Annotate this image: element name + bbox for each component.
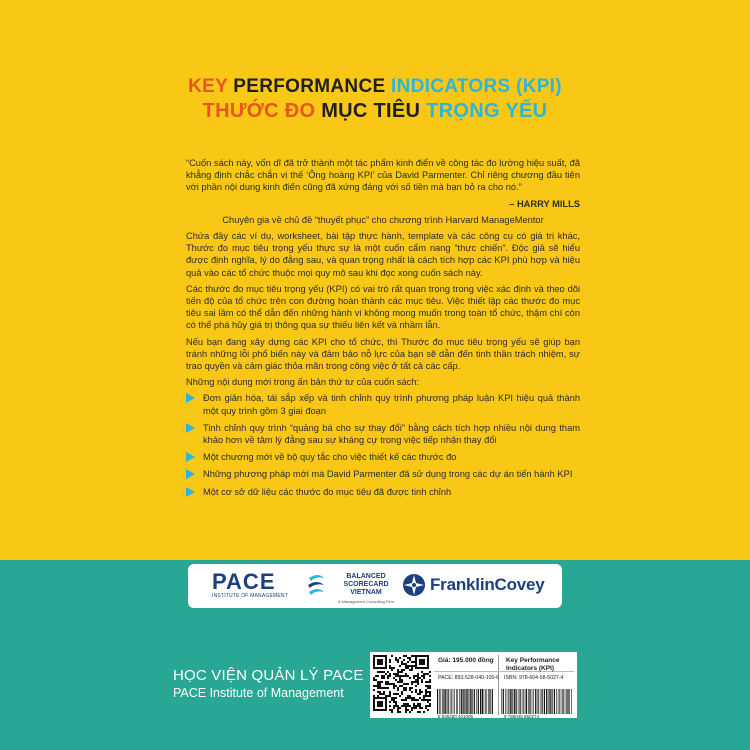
barcode-digits: 8 935280 401006 xyxy=(438,714,474,719)
bsv-logo-sub: A Management Consulting Firm xyxy=(337,599,395,604)
list-item xyxy=(186,392,580,416)
list-item-text: Tinh chỉnh quy trình “quảng bá cho sự thay đổi” bằng cách tích hợp nhiều nội dung tham khảo hơn về tâm lý đằng sau sự kháng cự trong việc tiếp nhận thay đổi xyxy=(203,422,580,446)
price-text: Giá: 195.000 đồng xyxy=(438,657,494,664)
paragraph: Chứa đầy các ví dụ, worksheet, bài tập thực hành, template và các công cụ có giá trị khác, Thước đo mục tiêu trọng yếu thực sự là một cuốn cẩm nang “thực chiến”. Độc giả sẽ hiểu được định nghĩa, lý do đằng sau, và quan trọng nhất là cách tích hợp các KPI phù hợp và hiệu quả vào các tổ chức thuộc mọi quy mô sau khi đọc xong cuốn sách này. xyxy=(186,231,580,278)
title-line-1-segment: INDICATORS (KPI) xyxy=(391,76,562,97)
title-line-2-segment: MỤC TIÊU xyxy=(321,100,427,122)
paragraph: Những nội dung mới trong ấn bản thứ tư của cuốn sách: xyxy=(186,377,420,388)
paragraph: Nếu bạn đang xây dựng các KPI cho tổ chức, thì Thước đo mục tiêu trọng yếu sẽ giúp bạn tránh những lỗi phổ biến này và đảm bảo nỗ lực của bạn sẽ dẫn đến tinh thần trách nhiệm, sự trao quyền và cảm giác thỏa mãn trong công việc ở tất cả các cấp. xyxy=(186,336,580,372)
title-line-1-segment: KEY xyxy=(188,76,234,97)
title-line-2-segment: TRỌNG YẾU xyxy=(426,100,548,122)
isbn-text: ISBN: 978-604-58-6027-4 xyxy=(504,675,564,681)
pace-logo-name: PACE xyxy=(212,569,276,594)
bsv-line-1: BALANCED xyxy=(346,573,386,580)
paragraph: Các thước đo mục tiêu trọng yếu (KPI) có vai trò rất quan trọng trong việc xác định và theo dõi tiến độ của tổ chức trên con đường hoàn thành các mục tiêu. Việc thiết lập các thước đo mục tiêu sai lầm có thể dẫn đến những hành vi không mong muốn trong toàn tổ chức, thậm chí còn có thể phá hủy giá trị thông qua sự thiếu liên kết và nhầm lẫn. xyxy=(186,283,580,331)
list-item-text: Một chương mới về bộ quy tắc cho việc thiết kế các thước đo xyxy=(203,452,457,463)
barcode-icon xyxy=(436,689,494,714)
pace-logo-sub: INSTITUTE OF MANAGEMENT xyxy=(212,593,288,599)
quote-author-title: Chuyên gia về chủ đề “thuyết phục” cho chương trình Harvard ManageMentor xyxy=(222,214,544,225)
list-item xyxy=(186,468,580,480)
book-title-label: Key Performance Indicators (KPI) xyxy=(506,657,560,672)
title-line-2-segment: THƯỚC ĐO xyxy=(202,100,322,122)
list-item-text: Những phương pháp mới mà David Parmenter đã sử dụng trong các dự án tiến hành KPI xyxy=(203,469,573,480)
triangle-bullet-icon xyxy=(186,469,195,479)
institute-name-en: PACE Institute of Management xyxy=(173,686,344,700)
list-item xyxy=(186,422,580,446)
new-features-list xyxy=(186,392,580,497)
label-divider xyxy=(498,655,499,715)
pace-logo xyxy=(212,571,288,599)
partner-logos-box xyxy=(188,564,562,608)
isbn-barcode-icon xyxy=(500,689,573,714)
bsv-line-2: SCORECARD xyxy=(343,581,389,588)
quote-author: – HARRY MILLS xyxy=(509,198,580,209)
compass-star-icon xyxy=(402,573,426,597)
list-item-text: Đơn giản hóa, tái sắp xếp và tinh chỉnh quy trình phương pháp luận KPI hiệu quả thành một quy trình gồm 3 giai đoạn xyxy=(203,393,580,416)
quote-text: “Cuốn sách này, vốn dĩ đã trở thành một tác phẩm kinh điển về công tác đo lường hiệu suất, đã khẳng định chắc chắn vị thế ‘Ông hoàng KPI’ của David Parmenter. Chỉ riêng chương đầu tiên với phần nội dung kinh điển cũng đã xứng đáng với số tiền mà bạn bỏ ra cho nó.” xyxy=(186,158,580,193)
blurb-text xyxy=(186,157,580,503)
pace-code-text: PACE: 893-528-040-100-6 xyxy=(438,675,500,681)
isbn-barcode-digits: 9 786045 860274 xyxy=(504,714,540,719)
institute-name-vn: HỌC VIỆN QUẢN LÝ PACE xyxy=(173,667,364,684)
list-item-text: Một cơ sở dữ liệu các thước đo mục tiêu đã được tinh chỉnh xyxy=(203,486,452,497)
bsv-line-3: VIETNAM xyxy=(350,589,382,596)
triangle-bullet-icon xyxy=(186,423,195,433)
triangle-bullet-icon xyxy=(186,487,195,497)
title-line-1-segment: PERFORMANCE xyxy=(233,76,392,97)
list-item xyxy=(186,451,580,463)
franklincovey-name: FranklinCovey xyxy=(430,575,545,594)
triangle-bullet-icon xyxy=(186,393,195,403)
list-item xyxy=(186,486,580,498)
title-line-2 xyxy=(0,100,750,123)
triangle-bullet-icon xyxy=(186,452,195,462)
qr-code-icon xyxy=(373,655,431,713)
bsv-logo-text xyxy=(326,573,406,597)
title-line-1 xyxy=(0,76,750,98)
bsv-swoosh-icon xyxy=(306,572,326,598)
